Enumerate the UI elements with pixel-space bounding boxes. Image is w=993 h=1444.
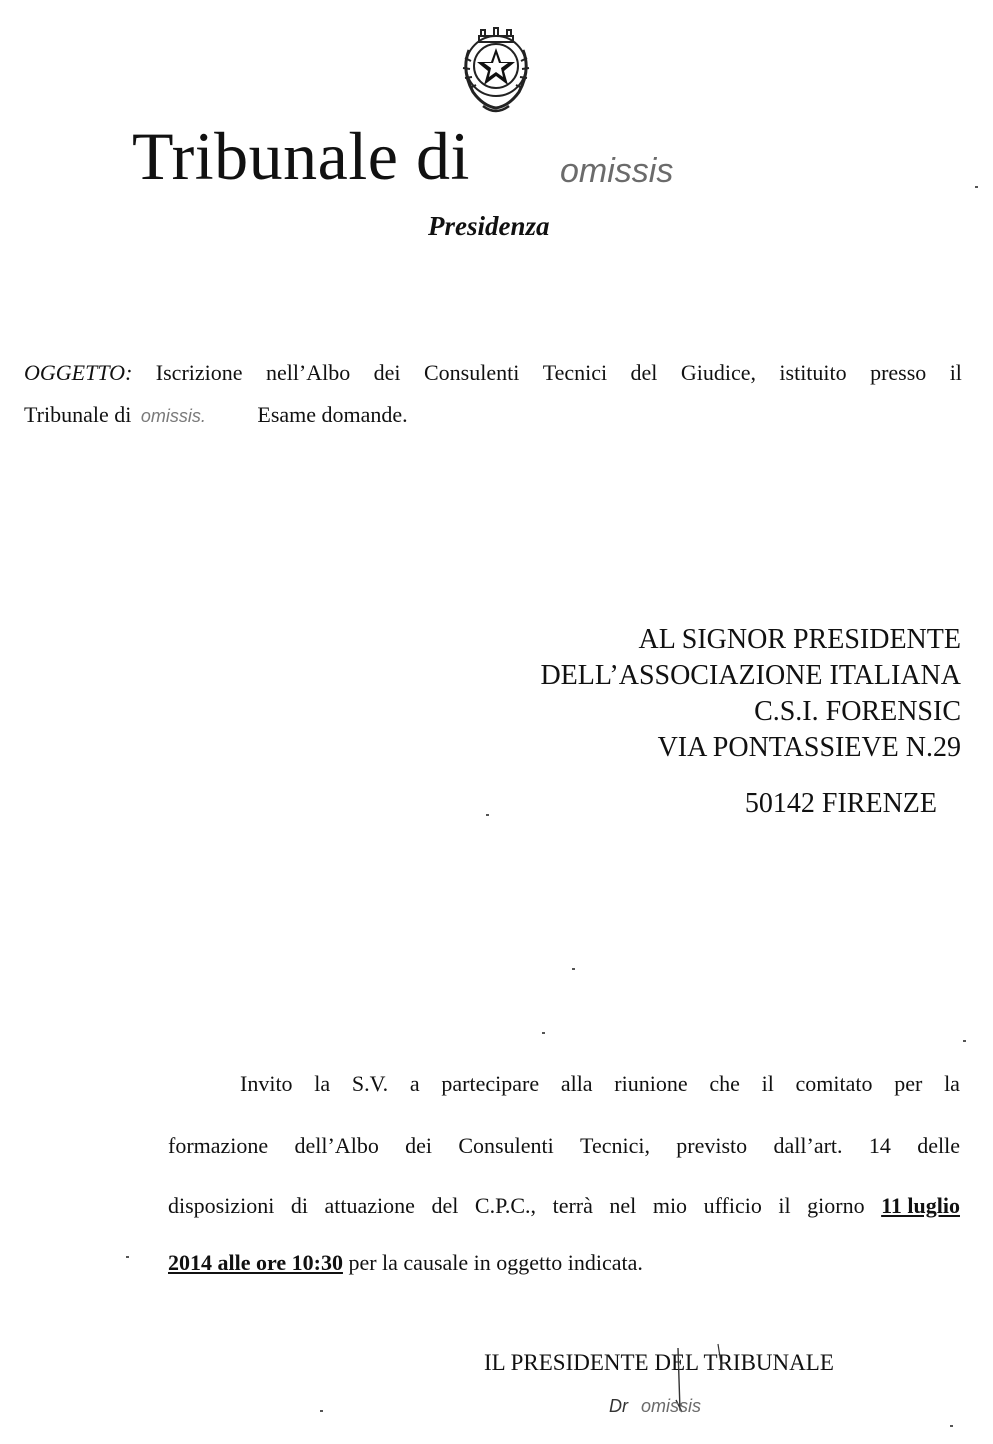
- body-word: delle: [917, 1133, 960, 1158]
- subject-line2-start: Tribunale di: [24, 402, 132, 427]
- body-line-1: [240, 1071, 960, 1097]
- recipient-line-2: DELL’ASSOCIAZIONE ITALIANA: [540, 660, 961, 691]
- body-line-2: [168, 1133, 960, 1159]
- scan-speck: [975, 186, 978, 188]
- subject-line-1: [24, 360, 962, 386]
- body-word: ufficio: [703, 1193, 762, 1218]
- body-word: attuazione: [324, 1193, 415, 1218]
- body-word: a: [409, 1071, 420, 1096]
- body-word: mio: [652, 1193, 688, 1218]
- signature-title: IL PRESIDENTE DEL TRIBUNALE: [484, 1350, 834, 1375]
- body-word: C.P.C.,: [474, 1193, 537, 1218]
- scan-speck: [126, 1256, 129, 1258]
- body-word: disposizioni: [168, 1193, 275, 1218]
- body-word: formazione: [168, 1133, 269, 1158]
- body-word: che: [709, 1071, 740, 1096]
- recipient-line-1: AL SIGNOR PRESIDENTE: [638, 624, 961, 655]
- tribunal-title: Tribunale di: [132, 118, 470, 194]
- body-word: per: [894, 1071, 923, 1096]
- scan-speck: [963, 1040, 966, 1042]
- scan-speck: [542, 1032, 545, 1034]
- body-word: terrà: [552, 1193, 593, 1218]
- subject-word: Iscrizione: [155, 360, 243, 385]
- subject-city-redacted: omissis.: [140, 406, 206, 426]
- subject-word: del: [630, 360, 658, 385]
- subject-word: il: [949, 360, 962, 385]
- subject-word: nell’Albo: [265, 360, 351, 385]
- body-word: partecipare: [441, 1071, 540, 1096]
- subject-label: OGGETTO:: [24, 360, 133, 385]
- body-word: dell’Albo: [294, 1133, 379, 1158]
- signature-name: [609, 1396, 701, 1417]
- body-word: dei: [405, 1133, 433, 1158]
- body-word: Consulenti: [458, 1133, 554, 1158]
- meeting-date: 11 luglio: [881, 1193, 960, 1218]
- body-word: nel: [609, 1193, 637, 1218]
- body-word: S.V.: [351, 1071, 389, 1096]
- meeting-year-time: 2014 alle ore 10:30: [168, 1250, 343, 1275]
- body-word: il: [778, 1193, 791, 1218]
- office-subtitle: Presidenza: [428, 211, 550, 241]
- scan-speck: [572, 968, 575, 970]
- body-word: comitato: [795, 1071, 873, 1096]
- subject-line-2: [24, 402, 408, 428]
- body-word: la: [314, 1071, 331, 1096]
- body-word: dall’art.: [773, 1133, 843, 1158]
- body-line4-rest: per la causale in oggetto indicata.: [342, 1250, 643, 1275]
- body-word: del: [431, 1193, 459, 1218]
- body-word: di: [290, 1193, 308, 1218]
- subject-word: Consulenti: [423, 360, 520, 385]
- body-word: la: [944, 1071, 960, 1096]
- tribunal-city-redacted: omissis: [560, 152, 674, 190]
- scan-speck: [486, 814, 489, 816]
- body-word: 14: [868, 1133, 891, 1158]
- subject-word: presso: [870, 360, 927, 385]
- body-line-3: [168, 1193, 960, 1219]
- body-word: riunione: [614, 1071, 688, 1096]
- recipient-line-3: C.S.I. FORENSIC: [754, 696, 961, 727]
- body-word: Tecnici,: [580, 1133, 650, 1158]
- subject-word: dei: [373, 360, 401, 385]
- body-word: giorno: [807, 1193, 865, 1218]
- scan-speck: [950, 1425, 953, 1427]
- recipient-address: VIA PONTASSIEVE N.29: [657, 732, 961, 763]
- signature-name-redacted: omissis: [641, 1396, 702, 1416]
- subject-word: istituito: [779, 360, 847, 385]
- subject-word: Tecnici: [542, 360, 608, 385]
- body-word: il: [761, 1071, 774, 1096]
- recipient-city: 50142 FIRENZE: [744, 788, 937, 819]
- body-word: alla: [560, 1071, 593, 1096]
- body-word: Invito: [240, 1071, 293, 1096]
- body-line-4: [168, 1250, 960, 1276]
- subject-word: Giudice,: [680, 360, 756, 385]
- subject-line2-end: Esame domande.: [257, 402, 408, 427]
- italian-republic-emblem-icon: [453, 22, 539, 118]
- signature-prefix: Dr: [609, 1396, 628, 1416]
- body-word: previsto: [676, 1133, 748, 1158]
- scan-speck: [320, 1410, 323, 1412]
